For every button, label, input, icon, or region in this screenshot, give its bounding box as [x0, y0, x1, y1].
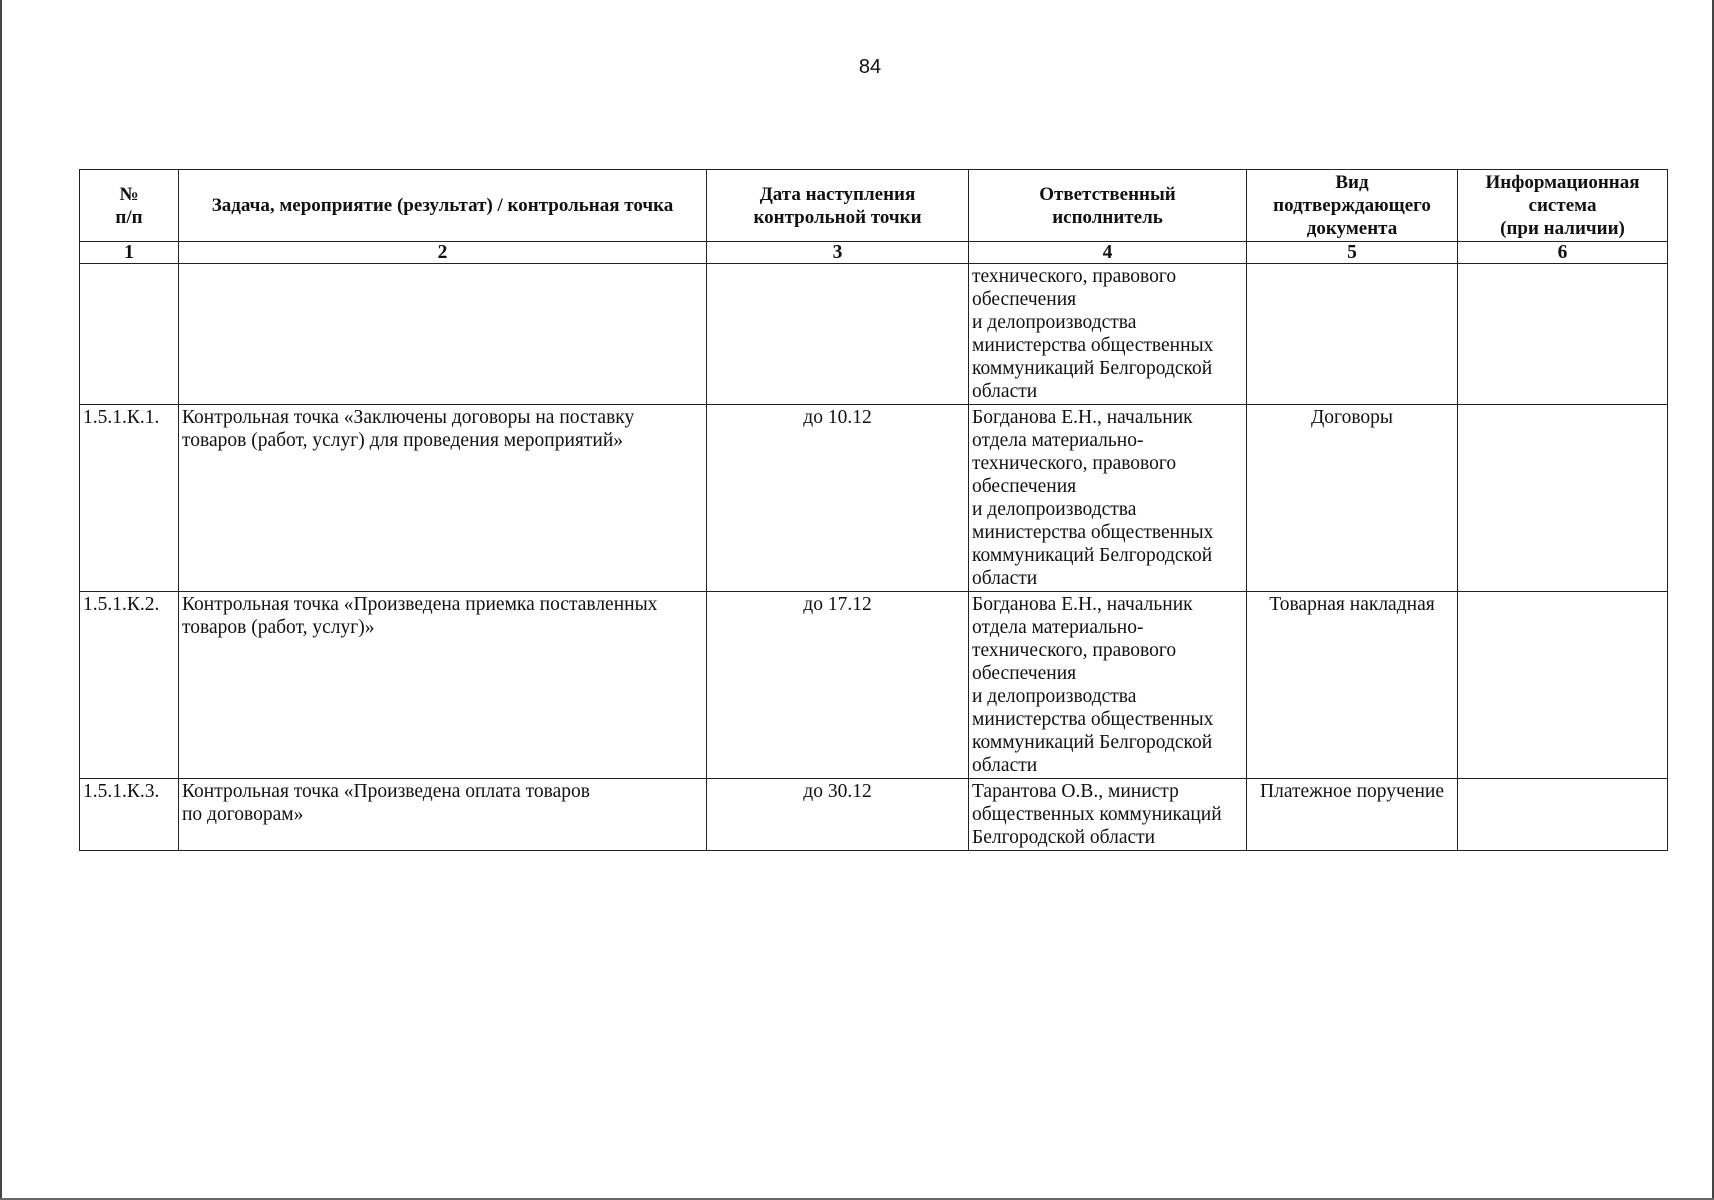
row-responsible: Богданова Е.Н., начальник отдела материально- технического, правового обеспечения и делопроизводства министерства общественных коммуникаций Белгородской области: [969, 405, 1247, 592]
row-date: до 17.12: [707, 592, 969, 779]
column-number: 2: [179, 242, 707, 264]
table-row: [80, 779, 1668, 851]
row-task: [179, 264, 707, 405]
row-date: до 30.12: [707, 779, 969, 851]
row-date: [707, 264, 969, 405]
header-number: № п/п: [80, 170, 179, 242]
row-task: Контрольная точка «Произведена оплата товаров по договорам»: [179, 779, 707, 851]
column-number: 1: [80, 242, 179, 264]
row-task: Контрольная точка «Заключены договоры на поставку товаров (работ, услуг) для проведения мероприятий»: [179, 405, 707, 592]
row-number: 1.5.1.К.2.: [80, 592, 179, 779]
table-row: [80, 592, 1668, 779]
row-document: [1247, 264, 1458, 405]
row-responsible: Тарантова О.В., министр общественных коммуникаций Белгородской области: [969, 779, 1247, 851]
row-responsible: технического, правового обеспечения и делопроизводства министерства общественных коммуникаций Белгородской области: [969, 264, 1247, 405]
control-points-table: [79, 169, 1668, 851]
column-number: 3: [707, 242, 969, 264]
row-number: 1.5.1.К.3.: [80, 779, 179, 851]
header-document: Вид подтверждающего документа: [1247, 170, 1458, 242]
header-date: Дата наступления контрольной точки: [707, 170, 969, 242]
column-number-row: [80, 242, 1668, 264]
header-responsible: Ответственный исполнитель: [969, 170, 1247, 242]
scan-left-edge: [0, 0, 2, 1200]
row-document: Договоры: [1247, 405, 1458, 592]
row-task: Контрольная точка «Произведена приемка поставленных товаров (работ, услуг)»: [179, 592, 707, 779]
header-task: Задача, мероприятие (результат) / контрольная точка: [179, 170, 707, 242]
row-system: [1458, 264, 1668, 405]
row-number: [80, 264, 179, 405]
column-number: 5: [1247, 242, 1458, 264]
table-row: [80, 405, 1668, 592]
row-document: Товарная накладная: [1247, 592, 1458, 779]
column-number: 6: [1458, 242, 1668, 264]
table-header-row: [80, 170, 1668, 242]
row-number: 1.5.1.К.1.: [80, 405, 179, 592]
row-system: [1458, 779, 1668, 851]
row-date: до 10.12: [707, 405, 969, 592]
table-row: [80, 264, 1668, 405]
row-document: Платежное поручение: [1247, 779, 1458, 851]
page-number: 84: [858, 56, 882, 78]
row-system: [1458, 405, 1668, 592]
row-system: [1458, 592, 1668, 779]
row-responsible: Богданова Е.Н., начальник отдела материально- технического, правового обеспечения и делопроизводства министерства общественных коммуникаций Белгородской области: [969, 592, 1247, 779]
column-number: 4: [969, 242, 1247, 264]
header-system: Информационная система (при наличии): [1458, 170, 1668, 242]
